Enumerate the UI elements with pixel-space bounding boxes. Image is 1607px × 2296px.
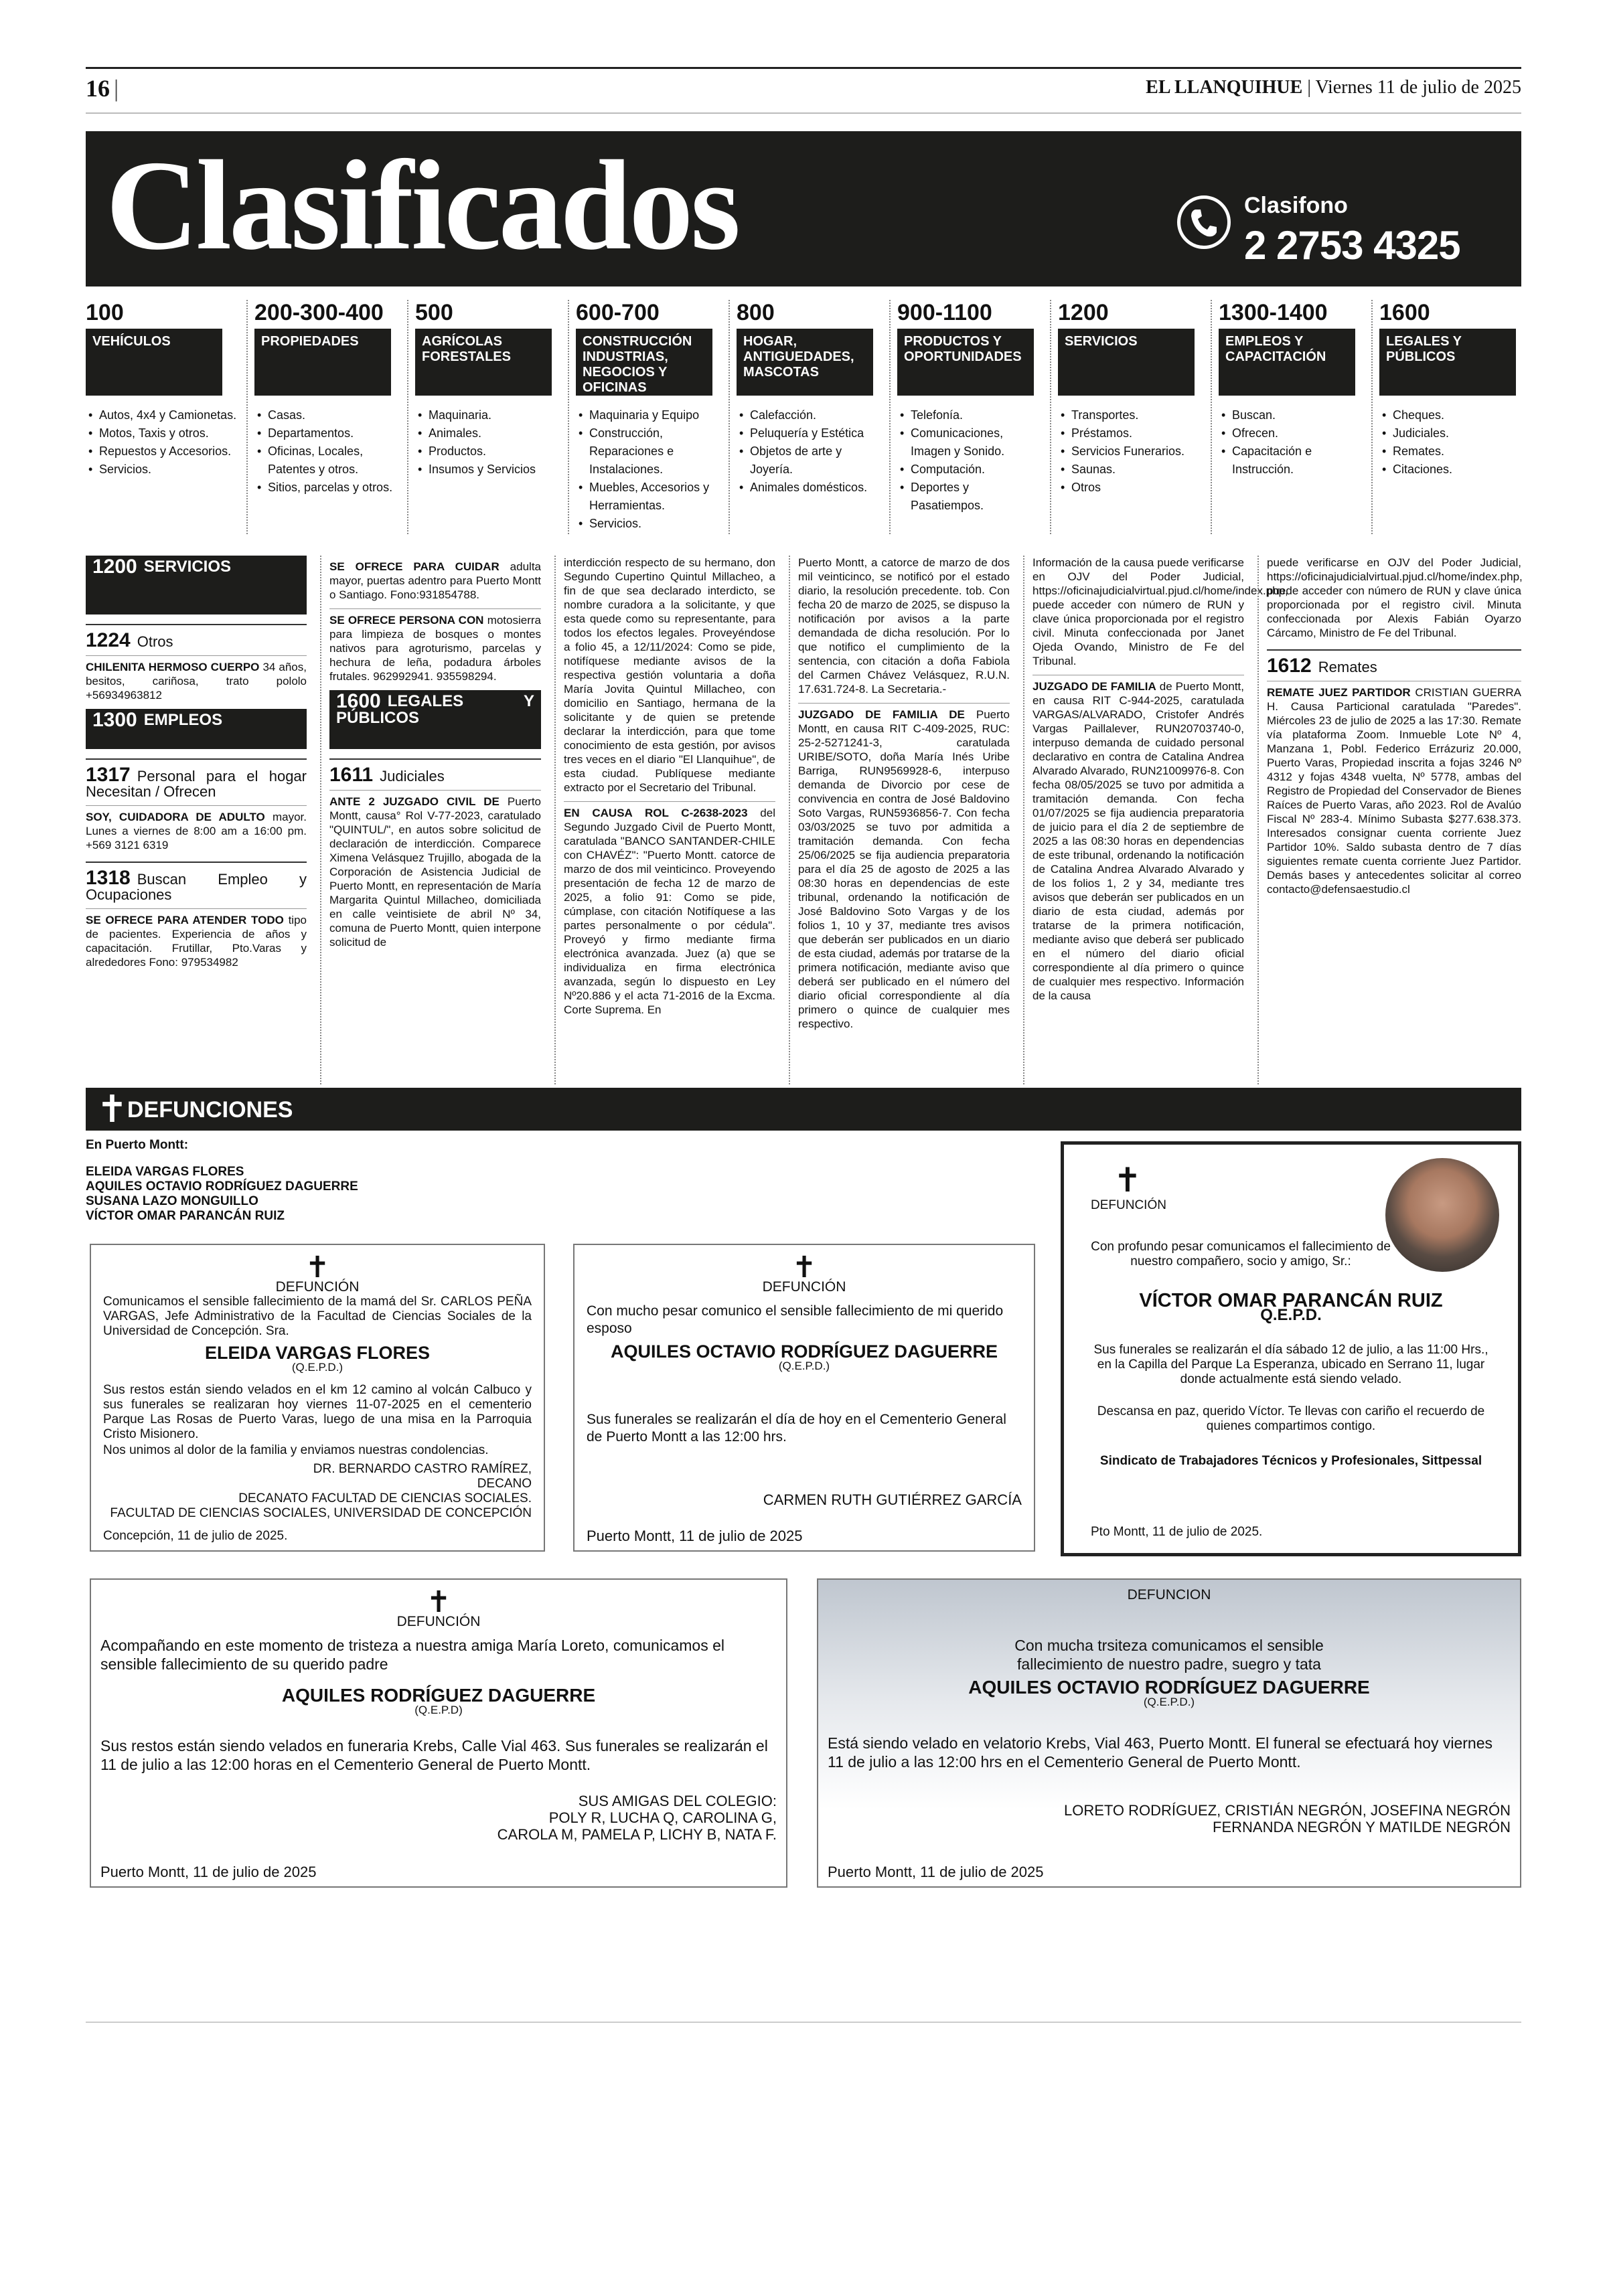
obituary-heading: DEFUNCION — [1127, 1587, 1211, 1603]
column-3 — [554, 556, 775, 1084]
category-number: 1600 — [1379, 300, 1430, 325]
category-number: 500 — [415, 300, 453, 325]
category-item: • Peluquería y Estética — [737, 424, 881, 442]
category-200 — [246, 300, 399, 534]
obituary-signature: CARMEN RUTH GUTIÉRREZ GARCÍA — [763, 1491, 1022, 1508]
classified-ad: SE OFRECE PARA ATENDER TODO tipo de pacientes. Experiencia de años y capacitación. Frutillar, Pto.Varas y alrededores Fono: 979534982 — [86, 908, 307, 969]
obituary-name: ELEIDA VARGAS FLORES — [204, 1343, 431, 1363]
obituary-body: Nos unimos al dolor de la familia y enviamos nuestras condolencias. — [103, 1443, 489, 1457]
category-label: EMPLEOS Y CAPACITACIÓN — [1219, 329, 1355, 396]
obituary-notice — [1061, 1141, 1521, 1556]
category-600 — [568, 300, 720, 534]
category-label: VEHÍCULOS — [86, 329, 222, 396]
page-header — [86, 67, 1521, 114]
deceased-photo — [1385, 1158, 1499, 1272]
obituary-qepd: (Q.E.P.D.) — [778, 1360, 830, 1372]
category-item: • Productos. — [415, 442, 560, 461]
category-item: • Deportes y Pasatiempos. — [897, 479, 1042, 515]
column-1 — [86, 556, 307, 1084]
category-item: • Animales domésticos. — [737, 479, 881, 497]
classified-ad: SOY, CUIDADORA DE ADULTO mayor. Lunes a viernes de 8:00 am a 16:00 pm. +569 3121 6319 — [86, 805, 307, 852]
category-item: • Servicios. — [576, 515, 720, 533]
category-item: • Transportes. — [1058, 406, 1203, 424]
category-item: • Sitios, parcelas y otros. — [254, 479, 399, 497]
masthead: EL LLANQUIHUE | Viernes 11 de julio de 2025 — [1146, 77, 1521, 98]
legal-notice: JUZGADO DE FAMILIA DE Puerto Montt, en causa RIT C-409-2025, RUC: 25-2-5271241-3, caratulada URIBE/SOTO, doña María Inés Uribe Barriga, RUN9569928-6, interpuso demanda de Divorcio por cese de convivencia en contra de José Baldovino Soto Vargas, RUN5936856-7. Con fecha 03/03/2025 se tuvo por admitida a tramitación demanda. Con fecha 25/06/2025 se fija audiencia preparatoria para el día 25 de agosto de 2025 a las 08:30 horas en dependencias de este tribunal, ordenando la notificación de José Baldovino Soto Vargas y de los folios 1, 10 y 37, mediante tres avisos que deberán ser publicados en un diario de esta ciudad, además por tratarse de la primera notificación, mediante aviso que deberá ser publicado en el número del diario oficial correspondiente al día primero o quince de cualquier mes respectivo. — [798, 703, 1010, 1031]
obituary-qepd: Q.E.P.D. — [1260, 1306, 1322, 1324]
category-item: • Computación. — [897, 461, 1042, 479]
category-item: • Comunicaciones, Imagen y Sonido. — [897, 424, 1042, 461]
obituary-name: AQUILES RODRÍGUEZ DAGUERRE — [281, 1685, 596, 1706]
deceased-name: SUSANA LAZO MONGUILLO — [86, 1194, 258, 1208]
obituary-heading: DEFUNCIÓN — [275, 1279, 360, 1295]
category-number: 900-1100 — [897, 300, 992, 325]
obituary-signature: LORETO RODRÍGUEZ, CRISTIÁN NEGRÓN, JOSEFINA NEGRÓN FERNANDA NEGRÓN Y MATILDE NEGRÓN — [1063, 1802, 1511, 1835]
legal-notice: ANTE 2 JUZGADO CIVIL DE Puerto Montt, causa° Rol V-77-2023, caratulado "QUINTUL/", en autos sobre solicitud de declaración de interdicción. Comparece Ximena Velásquez Trujillo, abogada de la Corporación de Asistencia Judicial de Puerto Montt, en representación de María Margarita Quintul Millacheo, domiciliada en calle veintisiete de abril Nº 34, comuna de Puerto Montt, quien interpone solicitud de — [329, 790, 541, 949]
obituary-notice — [90, 1244, 545, 1552]
obituary-qepd: (Q.E.P.D.) — [1143, 1696, 1195, 1708]
section-title: Clasificados — [106, 134, 739, 276]
obituary-signature: DR. BERNARDO CASTRO RAMÍREZ, DECANO DECANATO FACULTAD DE CIENCIAS SOCIALES. FACULTAD DE CIENCIAS SOCIALES, UNIVERSIDAD DE CONCEPCIÓN — [110, 1462, 532, 1520]
obituary-signature: Sindicato de Trabajadores Técnicos y Profesionales, Sittpessal — [1099, 1454, 1482, 1468]
obituary-notice — [817, 1578, 1521, 1888]
obituary-body: Está siendo velado en velatorio Krebs, Vial 463, Puerto Montt. El funeral se efectuará hoy viernes 11 de julio a las 12:00 hrs en el Cementerio General de Puerto Montt. — [828, 1734, 1493, 1771]
legal-notice: EN CAUSA ROL C-2638-2023 del Segundo Juzgado Civil de Puerto Montt, caratulada "BANCO SANTANDER-CHILE con CHAVÉZ": "Puerto Montt. catorce de marzo de dos mil veinticinco. Proveyendo presentación de fecha 12 de marzo de 2025, a folio 91: Como se pide, cúmplase, con citación Notifíquese a las partes personalmente o por cédula". Proveyó y firmo mediante firma electrónica avanzada. Juez (a) que se individualiza en firma electrónica avanzada, según lo dispuesto en Ley Nº20.886 y el acta 71-2016 de la Excma. Corte Suprema. En — [564, 801, 775, 1017]
legal-notice-text: Información de la causa puede verificarse en OJV del Poder Judicial, https://oficinajudicialvirtual.pjud.cl/home/index.php, puede acceder con número de RUN y clave única proporcionada por el registro civil. Minuta confeccionada por Janet Ojeda Ovando, Ministro de Fe del Tribunal. — [1032, 556, 1288, 667]
category-label: PROPIEDADES — [254, 329, 391, 396]
column-5 — [1023, 556, 1288, 1084]
legal-notice-text: puede verificarse en OJV del Poder Judicial, https://oficinajudicialvirtual.pjud.cl/home/index.php, puede acceder con número de RUN y clave única proporcionada por el registro civil. Minuta confeccionada por Alexis Fabián Oyarzo Cárcamo, Ministro de Fe del Tribunal. — [1267, 556, 1523, 639]
category-item: • Buscan. — [1219, 406, 1363, 424]
obituary-intro: Con mucha trsiteza comunicamos el sensible fallecimiento de nuestro padre, suegro y tata — [1014, 1637, 1324, 1673]
issue-date: Viernes 11 de julio de 2025 — [1315, 77, 1521, 98]
obituary-name: AQUILES OCTAVIO RODRÍGUEZ DAGUERRE — [968, 1677, 1370, 1698]
obituary-body: Sus funerales se realizarán el día de hoy en el Cementerio General de Puerto Montt a las 12:00 hrs. — [587, 1412, 1006, 1445]
category-label: SERVICIOS — [1058, 329, 1195, 396]
category-number: 1200 — [1058, 300, 1109, 325]
category-item: • Saunas. — [1058, 461, 1203, 479]
category-item: • Casas. — [254, 406, 399, 424]
category-900 — [889, 300, 1042, 534]
classified-ad: SE OFRECE PARA CUIDAR adulta mayor, puertas adentro para Puerto Montt o Santiago. Fono:931854788. — [329, 560, 541, 601]
obituary-signature: SUS AMIGAS DEL COLEGIO: POLY R, LUCHA Q, CAROLINA G, CAROLA M, PAMELA P, LICHY B, NATA F. — [497, 1793, 777, 1843]
section-header-1300: 1300 EMPLEOS — [86, 709, 307, 749]
obituary-date: Puerto Montt, 11 de julio de 2025 — [587, 1528, 803, 1544]
category-number: 100 — [86, 300, 124, 325]
column-6 — [1257, 556, 1521, 1084]
obituary-heading: DEFUNCIÓN — [396, 1614, 481, 1629]
cross-icon: ✝ — [426, 1586, 451, 1619]
subsection-1611: 1611 Judiciales — [329, 758, 541, 783]
bottom-rule — [86, 2022, 1521, 2023]
paper-name: EL LLANQUIHUE — [1146, 77, 1303, 98]
category-label: CONSTRUCCIÓN INDUSTRIAS, NEGOCIOS Y OFICINAS — [576, 329, 712, 396]
obituary-notice — [573, 1244, 1035, 1552]
page-number: 16 | — [86, 74, 119, 102]
clasifono-label: Clasifono — [1244, 193, 1348, 218]
category-item: • Objetos de arte y Joyería. — [737, 442, 881, 479]
cross-icon: ✝ — [1114, 1161, 1142, 1199]
category-number: 600-700 — [576, 300, 660, 325]
clasificados-banner — [86, 131, 1521, 286]
category-item: • Ofrecen. — [1219, 424, 1363, 442]
category-item: • Maquinaria. — [415, 406, 560, 424]
category-item: • Muebles, Accesorios y Herramientas. — [576, 479, 720, 515]
obituary-body: Descansa en paz, querido Víctor. Te llevas con cariño el recuerdo de quienes compartimos contigo. — [1097, 1404, 1485, 1433]
cross-icon: ✝ — [305, 1251, 330, 1284]
obituary-date: Pto Montt, 11 de julio de 2025. — [1091, 1525, 1263, 1539]
category-item: • Maquinaria y Equipo — [576, 406, 720, 424]
category-item: • Judiciales. — [1379, 424, 1524, 442]
city-label: En Puerto Montt: — [86, 1138, 189, 1152]
obituary-name: AQUILES OCTAVIO RODRÍGUEZ DAGUERRE — [610, 1341, 998, 1362]
section-header-1200: 1200 SERVICIOS — [86, 556, 307, 614]
obituary-name: VÍCTOR OMAR PARANCÁN RUIZ — [1139, 1290, 1443, 1311]
section-header-1600: 1600 LEGALES Y PÚBLICOS — [329, 690, 541, 749]
defunciones-header — [86, 1088, 1521, 1131]
legal-notice: JUZGADO DE FAMILIA de Puerto Montt, en causa RIT C-944-2025, caratulada VARGAS/ALVARADO, Cristofer Andrés Vargas Paillalever, RUN20703740-0, interpuso demanda de cuidado personal declarativo en contra de Catalina Andrea Alvarado Alvarado, RUN21009976-8. Con fecha 08/05/2025 se tuvo por admitida a tramitación demanda. Con fecha 01/07/2025 se fija audiencia preparatoria de juicio para el día 2 de septiembre de 2025 a las 08:30 horas en dependencias de este tribunal, ordenando la notificación de Catalina Andrea Alvarado Alvarado y de los folios 1, 2 y 34, mediante tres avisos que deberán ser publicados en un diario de esta ciudad, además por tratarse de la primera notificación, mediante aviso que deberá ser publicado en el número del diario oficial correspondiente al día primero o quince de cualquier mes respectivo. Información de la causa — [1032, 675, 1244, 1003]
classified-ad: CHILENITA HERMOSO CUERPO 34 años, besitos, cariñosa, trato pololo +56934963812 — [86, 655, 307, 702]
category-1200 — [1050, 300, 1203, 534]
column-4 — [789, 556, 1010, 1084]
obituary-date: Concepción, 11 de julio de 2025. — [103, 1529, 288, 1543]
category-item: • Capacitación e Instrucción. — [1219, 442, 1363, 479]
category-500 — [407, 300, 560, 534]
category-label: LEGALES Y PÚBLICOS — [1379, 329, 1516, 396]
phone-icon — [1177, 195, 1231, 249]
obituary-body: Sus restos están siendo velados en funeraria Krebs, Calle Vial 463. Sus funerales se realizarán el 11 de julio a las 12:00 horas en el Cementerio General de Puerto Montt. — [100, 1737, 768, 1773]
category-item: • Citaciones. — [1379, 461, 1524, 479]
category-item: • Motos, Taxis y otros. — [86, 424, 238, 442]
category-item: • Préstamos. — [1058, 424, 1203, 442]
deceased-name: ELEIDA VARGAS FLORES — [86, 1165, 244, 1179]
column-2 — [320, 556, 541, 1084]
category-item: • Insumos y Servicios — [415, 461, 560, 479]
obituary-qepd: (Q.E.P.D.) — [291, 1361, 343, 1374]
category-item: • Otros — [1058, 479, 1203, 497]
category-item: • Remates. — [1379, 442, 1524, 461]
cross-icon: ✝ — [96, 1088, 128, 1130]
category-800 — [729, 300, 881, 534]
category-1300 — [1211, 300, 1363, 534]
obituary-date: Puerto Montt, 11 de julio de 2025 — [100, 1864, 317, 1880]
clasifono-number: 2 2753 4325 — [1244, 223, 1460, 268]
category-item: • Autos, 4x4 y Camionetas. — [86, 406, 238, 424]
category-number: 200-300-400 — [254, 300, 384, 325]
category-item: • Servicios. — [86, 461, 238, 479]
obituary-qepd: (Q.E.P.D) — [414, 1704, 463, 1716]
cross-icon: ✝ — [791, 1251, 817, 1284]
obituary-heading: DEFUNCIÓN — [1091, 1198, 1166, 1212]
category-index — [86, 300, 1521, 534]
subsection-1224: 1224 Otros — [86, 624, 307, 649]
category-100 — [86, 300, 238, 534]
subsection-1612: 1612 Remates — [1267, 649, 1521, 674]
category-1600 — [1371, 300, 1524, 534]
category-item: • Animales. — [415, 424, 560, 442]
category-number: 800 — [737, 300, 775, 325]
obituary-body: Sus restos están siendo velados en el km 12 camino al volcán Calbuco y sus funerales se realizaran hoy viernes 11-07-2025 en el cementerio Parque Las Rosas de Puerto Varas, luego de una misa en la Parroquia Cristo Misionero. — [103, 1383, 532, 1441]
obituary-intro: Acompañando en este momento de tristeza a nuestra amiga María Loreto, comunicamos el sensible fallecimiento de su querido padre — [100, 1637, 724, 1673]
obituary-notice — [90, 1578, 787, 1888]
legal-notice-text: Puerto Montt, a catorce de marzo de dos mil veinticinco, se notificó por el estado diario, la resolución precedente. tob. Con fecha 20 de marzo de 2025, se dispuso la notificación por avisos a la parte demandada de dicha resolución. Por lo que notifico el cumplimiento de la sentencia, con citación a doña Fabiola del Carmen Chávez Velásquez, R.U.N. 17.631.724-8. La Secretaria.- — [798, 556, 1010, 695]
category-item: • Cheques. — [1379, 406, 1524, 424]
category-item: • Departamentos. — [254, 424, 399, 442]
obituary-intro: Con profundo pesar comunicamos el fallecimiento de nuestro compañero, socio y amigo, Sr.: — [1091, 1240, 1391, 1268]
category-label: PRODUCTOS Y OPORTUNIDADES — [897, 329, 1034, 396]
obituary-intro: Comunicamos el sensible fallecimiento de la mamá del Sr. CARLOS PEÑA VARGAS, Jefe Administrativo de la Facultad de Ciencias Sociales de la Universidad de Concepción. Sra. — [103, 1295, 532, 1338]
category-label: AGRÍCOLAS FORESTALES — [415, 329, 552, 396]
deceased-name: VÍCTOR OMAR PARANCÁN RUIZ — [86, 1209, 285, 1223]
category-item: • Calefacción. — [737, 406, 881, 424]
category-item: • Servicios Funerarios. — [1058, 442, 1203, 461]
legal-notice: REMATE JUEZ PARTIDOR CRISTIAN GUERRA H. Causa Particional caratulada "Paredes". Miércoles 23 de julio de 2025 a las 17:30. Remate vía plataforma Zoom. Inmueble Lote Nº 4, Manzana 1, Pobl. Federico Errázuriz 20.000, Puerto Varas, Propiedad inscrita a fojas 3246 Nº 4312 y fojas 4348 vuelta, Nº 5778, ambas del Registro de Propiedad del Conservador de Bienes Raíces de Puerto Varas, año 2023. Rol de Avalúo Fiscal Nº 283-4. Mínimo Subasta $277.638.373. Interesados consignar cuenta corriente Juez Partidor 10%. Saldo subasta dentro de 7 días siguientes remate cuenta corriente Juez Partidor. Demás bases y antecedentes solicitar al correo contacto@defensaestudio.cl — [1267, 681, 1521, 896]
classified-ad: SE OFRECE PERSONA CON motosierra para limpieza de bosques o montes nativos para agroturismo, parcelas y hechura de leña, podadura árboles frutales. 962992941. 935598294. — [329, 608, 541, 683]
legal-notice-text: interdicción respecto de su hermano, don Segundo Cupertino Quintul Millacheo, a fin de que sea declarado interdicto, se nombre curadora a la solicitante, y que esta quede como su representante, para todos los efectos legales. Proveyéndose a folio 45, a 12/11/2024: Como se pide, notifíquese mediante avisos de la respectiva gestión voluntaria a doña María Jovita Quintul Millacheo, con domicilio en Santiago, hermana de la solicitante y de quien se pretende declarar la interdicción, para que tome conocimiento de esta gestión, por avisos tres veces en el diario "El Llanquihue", de esta ciudad. Publíquese mediante extracto por el Secretario del Tribunal. — [564, 556, 775, 794]
category-item: • Construcción, Reparaciones e Instalaciones. — [576, 424, 720, 479]
category-item: • Oficinas, Locales, Patentes y otros. — [254, 442, 399, 479]
obituary-heading: DEFUNCIÓN — [762, 1279, 846, 1295]
obituary-date: Puerto Montt, 11 de julio de 2025 — [828, 1864, 1044, 1880]
category-item: • Repuestos y Accesorios. — [86, 442, 238, 461]
defunciones-label: DEFUNCIONES — [127, 1097, 293, 1123]
category-number: 1300-1400 — [1219, 300, 1328, 325]
obituary-intro: Con mucho pesar comunico el sensible fallecimiento de mi querido esposo — [587, 1303, 1004, 1336]
deceased-name: AQUILES OCTAVIO RODRÍGUEZ DAGUERRE — [86, 1179, 358, 1194]
defunciones-list — [86, 1138, 554, 1224]
category-item: • Telefonía. — [897, 406, 1042, 424]
subsection-1318: 1318 Buscan Empleo y Ocupaciones — [86, 862, 307, 902]
subsection-1317: 1317 Personal para el hogar Necesitan / Ofrecen — [86, 758, 307, 799]
category-label: HOGAR, ANTIGUEDADES, MASCOTAS — [737, 329, 873, 396]
obituary-body: Sus funerales se realizarán el día sábado 12 de julio, a las 11:00 Hrs., en la Capilla del Parque La Esperanza, ubicado en Serrano 11, lugar donde actualmente está siendo velado. — [1093, 1343, 1488, 1386]
